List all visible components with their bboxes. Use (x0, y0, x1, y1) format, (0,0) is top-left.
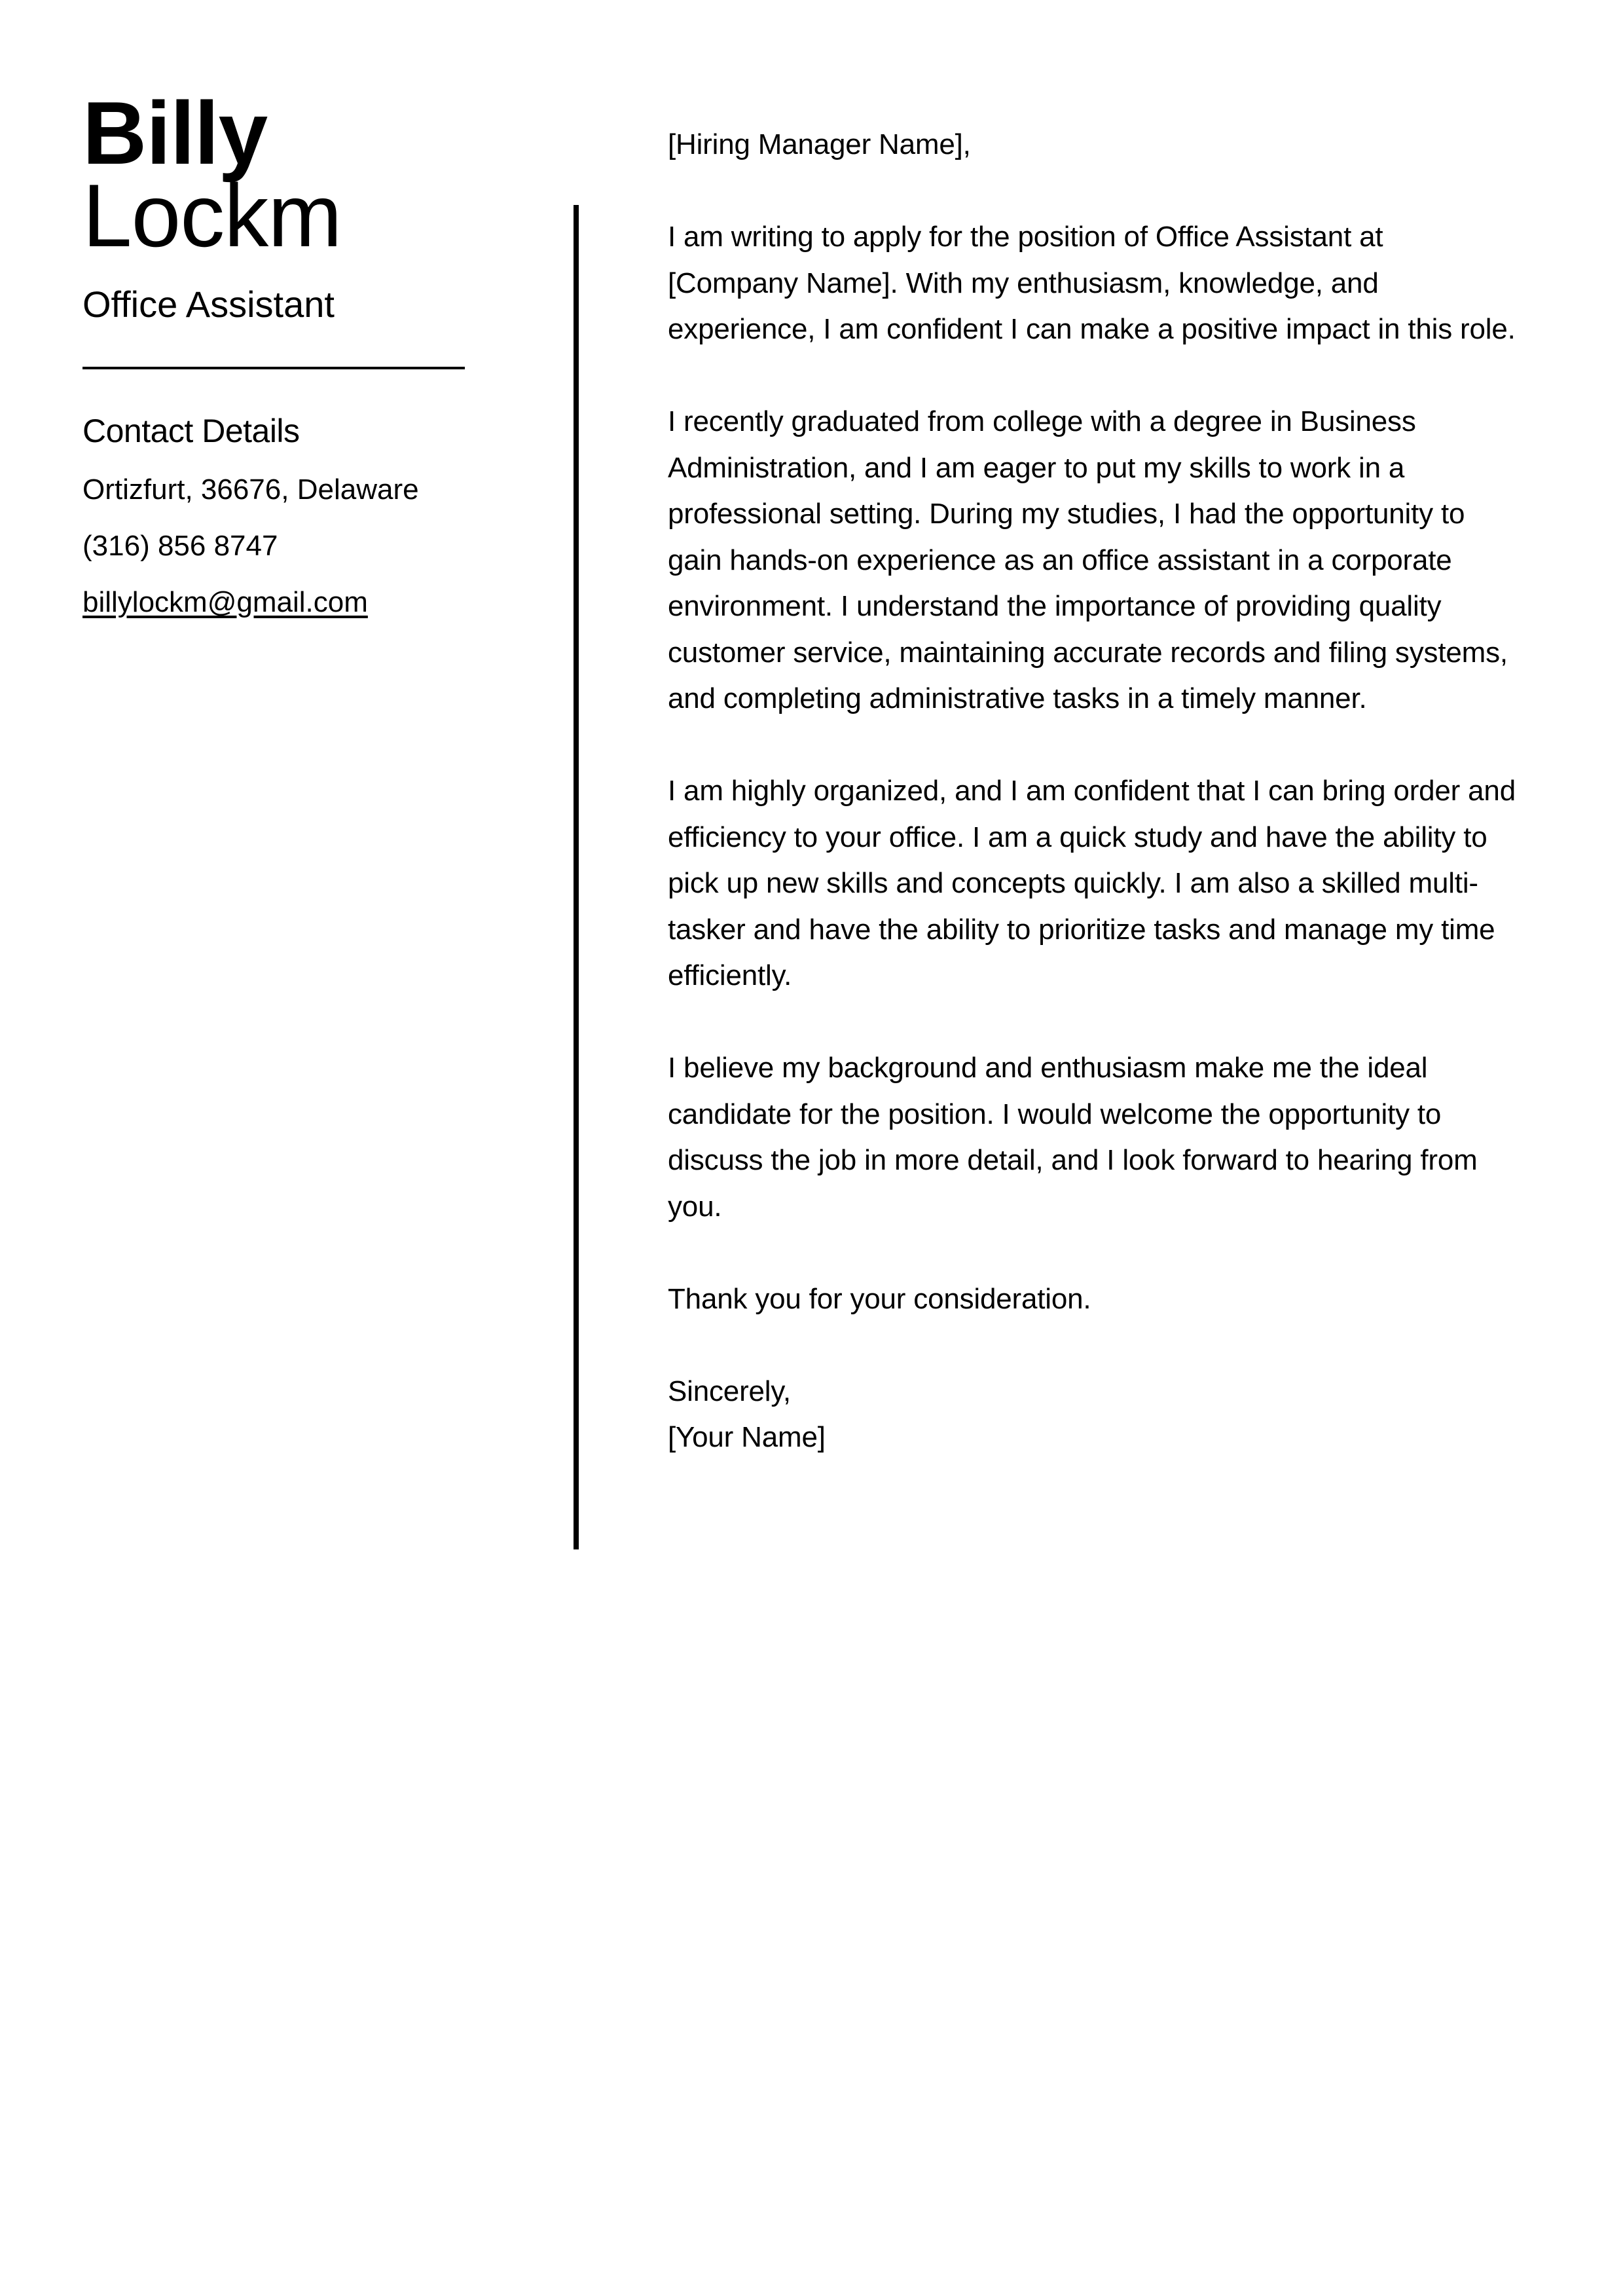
last-name: Lockm (82, 166, 342, 265)
column-divider (574, 205, 579, 1549)
first-name: Billy (82, 83, 268, 183)
letter-body (668, 122, 1519, 1461)
letter-paragraph-4: I believe my background and enthusiasm make me the ideal candidate for the position. I would welcome the opportunity to discuss the job in more detail, and I look forward to hearing from you. (668, 1052, 1478, 1223)
letter-signature: [Your Name] (668, 1421, 826, 1453)
job-title: Office Assistant (82, 284, 335, 325)
letter-paragraph-3: I am highly organized, and I am confident that I can bring order and efficiency to your office. I am a quick study and have the ability to pick up new skills and concepts quickly. I am also a skilled multi-tasker and have the ability to prioritize tasks and manage my time efficiently. (668, 775, 1516, 991)
contact-address: Ortizfurt, 36676, Delaware (82, 473, 419, 506)
contact-phone: (316) 856 8747 (82, 530, 278, 562)
contact-heading: Contact Details (82, 413, 300, 449)
candidate-name (82, 83, 488, 265)
sidebar (82, 83, 488, 623)
letter-paragraph-2: I recently graduated from college with a degree in Business Administration, and I am eager to put my skills to work in a professional setting. During my studies, I had the opportunity to gain hands-on experience as an office assistant in a corporate environment. I understand the importance of providing quality customer service, maintaining accurate records and filing systems, and completing administrative tasks in a timely manner. (668, 405, 1508, 714)
header-divider (82, 367, 465, 369)
letter-thanks: Thank you for your consideration. (668, 1282, 1091, 1315)
letter-closing: Sincerely, (668, 1375, 791, 1407)
letter-paragraph-1: I am writing to apply for the position of Office Assistant at [Company Name]. With my enthusiasm, knowledge, and experience, I am confident I can make a positive impact in this role. (668, 221, 1516, 345)
letter-salutation: [Hiring Manager Name], (668, 128, 971, 160)
contact-email-link[interactable]: billylockm@gmail.com (82, 586, 368, 618)
